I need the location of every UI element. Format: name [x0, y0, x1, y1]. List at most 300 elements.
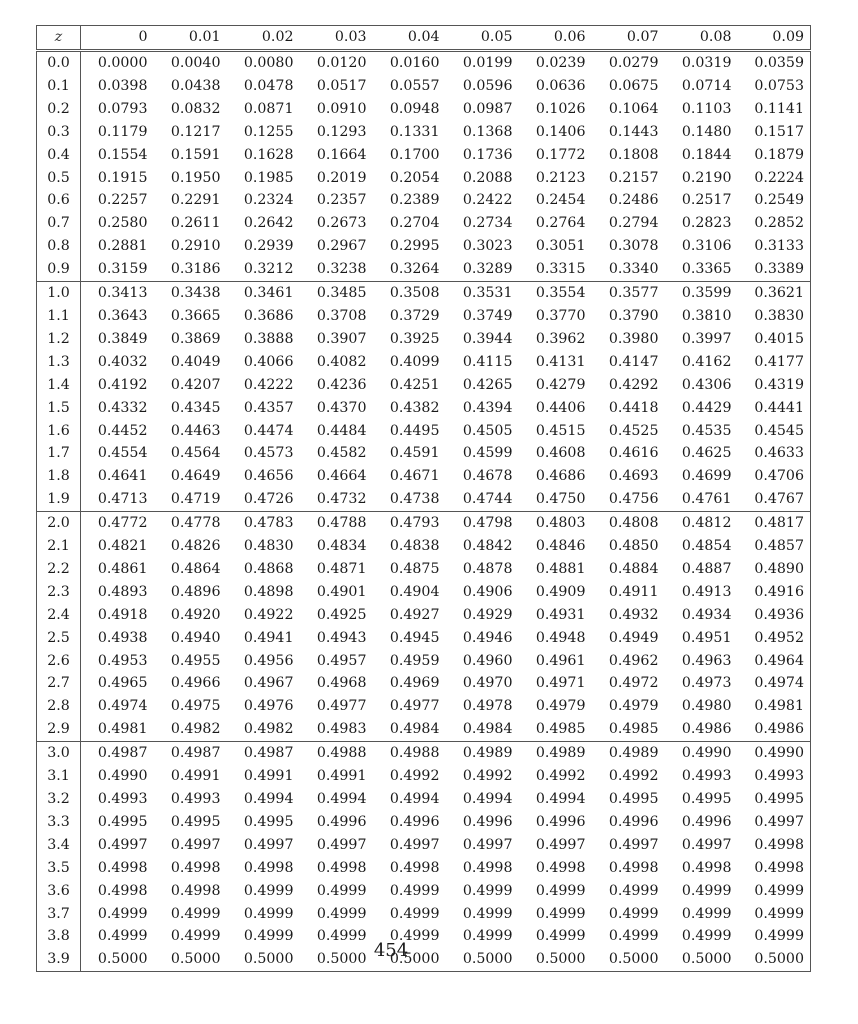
- probability-cell: 0.4999: [316, 928, 367, 945]
- probability-cell: 0.4997: [243, 836, 294, 853]
- probability-cell: 0.0753: [754, 77, 804, 94]
- probability-cell: 0.3810: [681, 307, 732, 324]
- probability-cell: 0.4744: [462, 491, 513, 508]
- z-value-cell: 0.7: [37, 212, 81, 235]
- probability-cell: 0.3023: [462, 238, 513, 255]
- probability-cell: 0.0319: [681, 55, 732, 71]
- probability-cell: 0.4999: [535, 882, 586, 899]
- probability-cell: 0.4082: [316, 353, 367, 370]
- probability-cell: 0.4953: [97, 652, 148, 669]
- probability-cell: 0.4890: [754, 560, 804, 577]
- probability-cell: 0.4999: [243, 905, 294, 922]
- probability-cell: 0.4732: [316, 491, 367, 508]
- probability-cell: 0.4999: [170, 928, 221, 945]
- probability-cell: 0.4998: [97, 859, 148, 876]
- probability-cell: 0.4996: [681, 813, 732, 830]
- probability-cell: 0.0398: [97, 77, 148, 94]
- probability-cell: 0.4147: [608, 353, 659, 370]
- probability-cell: 0.5000: [170, 951, 221, 968]
- probability-cell: 0.0793: [97, 100, 148, 117]
- z-value-cell: 0.0: [37, 51, 81, 75]
- probability-cell: 0.4998: [316, 859, 367, 876]
- probability-cell: 0.4974: [754, 675, 804, 692]
- probability-cell: 0.4812: [665, 512, 738, 535]
- probability-cell: 0.4977: [316, 698, 367, 715]
- table-row: [37, 857, 811, 880]
- table-row: [37, 672, 811, 695]
- probability-cell: 0.4713: [97, 491, 148, 508]
- z-value-cell: 3.1: [37, 765, 81, 788]
- probability-cell: 0.4999: [389, 928, 440, 945]
- probability-cell: 0.4927: [389, 606, 440, 623]
- probability-cell: 0.1700: [389, 146, 440, 163]
- table-row: [37, 558, 811, 581]
- z-value-cell: 1.4: [37, 374, 81, 397]
- probability-cell: 0.0040: [170, 55, 221, 71]
- table-row: [37, 695, 811, 718]
- probability-cell: 0.4868: [243, 560, 294, 577]
- probability-cell: 0.1064: [608, 100, 659, 117]
- probability-cell: 0.4987: [227, 742, 300, 765]
- probability-cell: 0.4854: [681, 538, 732, 555]
- z-value-cell: 1.3: [37, 351, 81, 374]
- probability-cell: 0.1293: [316, 123, 367, 140]
- probability-cell: 0.4988: [300, 742, 373, 765]
- probability-cell: 0.4992: [535, 768, 586, 785]
- probability-cell: 0.3997: [681, 330, 732, 347]
- probability-cell: 0.4992: [462, 768, 513, 785]
- probability-cell: 0.4986: [754, 721, 804, 738]
- probability-cell: 0.4515: [535, 422, 586, 439]
- probability-cell: 0.4719: [170, 491, 221, 508]
- table-row: [37, 189, 811, 212]
- probability-cell: 0.4913: [681, 583, 732, 600]
- probability-cell: 0.4991: [170, 768, 221, 785]
- z-value-cell: 3.0: [37, 742, 81, 765]
- probability-cell: 0.4861: [97, 560, 148, 577]
- probability-cell: 0.4997: [97, 836, 148, 853]
- z-value-cell: 3.3: [37, 811, 81, 834]
- z-value-cell: 3.4: [37, 834, 81, 857]
- probability-cell: 0.2517: [681, 192, 732, 209]
- probability-cell: 0.4920: [170, 606, 221, 623]
- probability-cell: 0.4505: [462, 422, 513, 439]
- probability-cell: 0.3051: [535, 238, 586, 255]
- probability-cell: 0.4887: [681, 560, 732, 577]
- probability-cell: 0.4997: [754, 813, 804, 830]
- probability-cell: 0.4997: [462, 836, 513, 853]
- probability-cell: 0.4162: [681, 353, 732, 370]
- probability-cell: 0.4967: [243, 675, 294, 692]
- probability-cell: 0.4817: [738, 512, 811, 535]
- z-value-cell: 3.7: [37, 903, 81, 926]
- z-value-cell: 0.4: [37, 144, 81, 167]
- probability-cell: 0.4981: [97, 721, 148, 738]
- probability-cell: 0.4993: [170, 791, 221, 807]
- probability-cell: 0.4265: [462, 376, 513, 393]
- probability-cell: 0.2389: [389, 192, 440, 209]
- probability-cell: 0.4979: [608, 698, 659, 715]
- probability-cell: 0.4989: [446, 742, 519, 765]
- probability-cell: 0.4991: [316, 768, 367, 785]
- probability-cell: 0.4995: [754, 791, 804, 807]
- z-value-cell: 1.0: [37, 282, 81, 305]
- probability-cell: 0.5000: [462, 951, 513, 968]
- probability-cell: 0.4987: [154, 742, 227, 765]
- probability-cell: 0.4945: [389, 629, 440, 646]
- probability-cell: 0.0910: [316, 100, 367, 117]
- probability-cell: 0.4925: [316, 606, 367, 623]
- probability-cell: 0.3508: [373, 282, 446, 305]
- probability-cell: 0.4989: [519, 742, 592, 765]
- probability-cell: 0.4984: [389, 721, 440, 738]
- probability-cell: 0.1591: [170, 146, 221, 163]
- probability-cell: 0.2967: [316, 238, 367, 255]
- probability-cell: 0.4641: [97, 468, 148, 485]
- probability-cell: 0.4996: [608, 813, 659, 830]
- probability-cell: 0.4826: [170, 538, 221, 555]
- probability-cell: 0.2704: [389, 215, 440, 232]
- probability-cell: 0.4999: [754, 905, 804, 922]
- probability-cell: 0.4990: [738, 742, 811, 765]
- probability-cell: 0.4608: [535, 445, 586, 462]
- probability-cell: 0.4115: [462, 353, 513, 370]
- probability-cell: 0.4999: [389, 882, 440, 899]
- z-value-cell: 2.8: [37, 695, 81, 718]
- column-header: 0.08: [665, 26, 738, 51]
- probability-cell: 0.4999: [608, 928, 659, 945]
- header-row: [37, 26, 811, 51]
- probability-cell: 0.4999: [170, 905, 221, 922]
- probability-cell: 0.4990: [665, 742, 738, 765]
- table-row: [37, 212, 811, 235]
- z-value-cell: 0.2: [37, 98, 81, 121]
- table-row: [37, 880, 811, 903]
- probability-cell: 0.4279: [535, 376, 586, 393]
- table-row: [37, 374, 811, 397]
- probability-cell: 0.2088: [462, 169, 513, 186]
- probability-cell: 0.4999: [608, 905, 659, 922]
- probability-cell: 0.4995: [681, 791, 732, 807]
- probability-cell: 0.4975: [170, 698, 221, 715]
- probability-cell: 0.4699: [681, 468, 732, 485]
- probability-cell: 0.3729: [389, 307, 440, 324]
- probability-cell: 0.2291: [170, 192, 221, 209]
- probability-cell: 0.4998: [389, 859, 440, 876]
- probability-cell: 0.1406: [535, 123, 586, 140]
- probability-cell: 0.3830: [754, 307, 804, 324]
- probability-cell: 0.4625: [681, 445, 732, 462]
- probability-cell: 0.4706: [754, 468, 804, 485]
- probability-cell: 0.1103: [681, 100, 732, 117]
- probability-cell: 0.4922: [243, 606, 294, 623]
- probability-cell: 0.4099: [389, 353, 440, 370]
- column-header: 0.05: [446, 26, 519, 51]
- probability-cell: 0.4966: [170, 675, 221, 692]
- probability-cell: 0.0675: [608, 77, 659, 94]
- z-value-cell: 3.8: [37, 925, 81, 948]
- probability-cell: 0.1950: [170, 169, 221, 186]
- z-value-cell: 1.7: [37, 442, 81, 465]
- probability-cell: 0.0517: [316, 77, 367, 94]
- probability-cell: 0.4591: [389, 445, 440, 462]
- probability-cell: 0.1985: [243, 169, 294, 186]
- z-value-cell: 2.6: [37, 650, 81, 673]
- probability-cell: 0.4633: [754, 445, 804, 462]
- probability-cell: 0.4999: [681, 928, 732, 945]
- probability-cell: 0.4898: [243, 583, 294, 600]
- probability-cell: 0.3907: [316, 330, 367, 347]
- probability-cell: 0.4554: [97, 445, 148, 462]
- probability-cell: 0.4983: [316, 721, 367, 738]
- probability-cell: 0.3212: [243, 261, 294, 278]
- probability-cell: 0.4032: [97, 353, 148, 370]
- probability-cell: 0.4956: [243, 652, 294, 669]
- probability-cell: 0.2764: [535, 215, 586, 232]
- column-header: 0.03: [300, 26, 373, 51]
- probability-cell: 0.3315: [535, 261, 586, 278]
- probability-cell: 0.4963: [681, 652, 732, 669]
- table-row: [37, 282, 811, 305]
- probability-cell: 0.3849: [97, 330, 148, 347]
- probability-cell: 0.3980: [608, 330, 659, 347]
- probability-cell: 0.4846: [535, 538, 586, 555]
- probability-cell: 0.4974: [97, 698, 148, 715]
- z-value-cell: 0.6: [37, 189, 81, 212]
- probability-cell: 0.2054: [389, 169, 440, 186]
- z-value-cell: 0.3: [37, 121, 81, 144]
- probability-cell: 0.4319: [754, 376, 804, 393]
- table-row: [37, 121, 811, 144]
- column-header: 0.04: [373, 26, 446, 51]
- probability-cell: 0.4999: [243, 882, 294, 899]
- probability-cell: 0.4671: [389, 468, 440, 485]
- probability-cell: 0.2549: [754, 192, 804, 209]
- probability-cell: 0.4207: [170, 376, 221, 393]
- probability-cell: 0.0636: [535, 77, 586, 94]
- probability-cell: 0.4957: [316, 652, 367, 669]
- probability-cell: 0.4545: [754, 422, 804, 439]
- probability-cell: 0.4830: [243, 538, 294, 555]
- probability-cell: 0.2881: [97, 238, 148, 255]
- probability-cell: 0.4989: [592, 742, 665, 765]
- z-value-cell: 2.2: [37, 558, 81, 581]
- probability-cell: 0.3577: [592, 282, 665, 305]
- z-value-cell: 1.1: [37, 305, 81, 328]
- probability-cell: 0.4955: [170, 652, 221, 669]
- probability-cell: 0.4951: [681, 629, 732, 646]
- probability-cell: 0.1808: [608, 146, 659, 163]
- probability-cell: 0.4495: [389, 422, 440, 439]
- probability-cell: 0.1664: [316, 146, 367, 163]
- probability-cell: 0.3599: [665, 282, 738, 305]
- probability-cell: 0.4901: [316, 583, 367, 600]
- table-row: [37, 925, 811, 948]
- probability-cell: 0.4940: [170, 629, 221, 646]
- probability-cell: 0.4999: [462, 905, 513, 922]
- z-value-cell: 2.1: [37, 535, 81, 558]
- table-row: [37, 397, 811, 420]
- probability-cell: 0.3686: [243, 307, 294, 324]
- probability-cell: 0.4525: [608, 422, 659, 439]
- probability-cell: 0.4788: [300, 512, 373, 535]
- probability-cell: 0.4997: [316, 836, 367, 853]
- probability-cell: 0.4664: [316, 468, 367, 485]
- column-header: 0: [81, 26, 154, 51]
- probability-cell: 0.4772: [81, 512, 154, 535]
- probability-cell: 0.4564: [170, 445, 221, 462]
- z-value-cell: 3.5: [37, 857, 81, 880]
- probability-cell: 0.4992: [608, 768, 659, 785]
- table-row: [37, 420, 811, 443]
- probability-cell: 0.4904: [389, 583, 440, 600]
- probability-cell: 0.4980: [681, 698, 732, 715]
- probability-cell: 0.4893: [97, 583, 148, 600]
- probability-cell: 0.1517: [754, 123, 804, 140]
- probability-cell: 0.4949: [608, 629, 659, 646]
- probability-cell: 0.4726: [243, 491, 294, 508]
- probability-cell: 0.2324: [243, 192, 294, 209]
- table-row: [37, 535, 811, 558]
- probability-cell: 0.4292: [608, 376, 659, 393]
- probability-cell: 0.4968: [316, 675, 367, 692]
- probability-cell: 0.4875: [389, 560, 440, 577]
- probability-cell: 0.0438: [170, 77, 221, 94]
- probability-cell: 0.2190: [681, 169, 732, 186]
- probability-cell: 0.4995: [608, 791, 659, 807]
- probability-cell: 0.4357: [243, 399, 294, 416]
- probability-cell: 0.2939: [243, 238, 294, 255]
- probability-cell: 0.4987: [81, 742, 154, 765]
- probability-cell: 0.2454: [535, 192, 586, 209]
- z-value-cell: 1.9: [37, 488, 81, 511]
- z-value-cell: 2.0: [37, 512, 81, 535]
- probability-cell: 0.2794: [608, 215, 659, 232]
- probability-cell: 0.3621: [738, 282, 811, 305]
- probability-cell: 0.3770: [535, 307, 586, 324]
- probability-cell: 0.0714: [681, 77, 732, 94]
- probability-cell: 0.4960: [462, 652, 513, 669]
- probability-cell: 0.4838: [389, 538, 440, 555]
- z-value-cell: 0.8: [37, 235, 81, 258]
- probability-cell: 0.0557: [389, 77, 440, 94]
- probability-cell: 0.4931: [535, 606, 586, 623]
- probability-cell: 0.1368: [462, 123, 513, 140]
- probability-cell: 0.4999: [608, 882, 659, 899]
- probability-cell: 0.3708: [316, 307, 367, 324]
- probability-cell: 0.4999: [316, 905, 367, 922]
- probability-cell: 0.4871: [316, 560, 367, 577]
- probability-cell: 0.0987: [462, 100, 513, 117]
- table-row: [37, 788, 811, 811]
- probability-cell: 0.4932: [608, 606, 659, 623]
- table-row: [37, 235, 811, 258]
- z-value-cell: 2.9: [37, 718, 81, 741]
- probability-cell: 0.3264: [389, 261, 440, 278]
- probability-cell: 0.0478: [243, 77, 294, 94]
- z-value-cell: 3.6: [37, 880, 81, 903]
- probability-cell: 0.0359: [754, 55, 804, 71]
- z-table-page: [36, 25, 810, 972]
- z-value-cell: 3.2: [37, 788, 81, 811]
- probability-cell: 0.4965: [97, 675, 148, 692]
- z-value-cell: 2.7: [37, 672, 81, 695]
- page-number: 454: [373, 940, 409, 961]
- probability-cell: 0.3643: [97, 307, 148, 324]
- probability-cell: 0.4896: [170, 583, 221, 600]
- probability-cell: 0.4999: [97, 928, 148, 945]
- probability-cell: 0.4616: [608, 445, 659, 462]
- probability-cell: 0.0000: [97, 55, 148, 71]
- table-row: [37, 948, 811, 971]
- probability-cell: 0.0832: [170, 100, 221, 117]
- probability-cell: 0.4131: [535, 353, 586, 370]
- probability-cell: 0.2823: [681, 215, 732, 232]
- probability-cell: 0.4649: [170, 468, 221, 485]
- probability-cell: 0.0596: [462, 77, 513, 94]
- probability-cell: 0.3531: [446, 282, 519, 305]
- table-row: [37, 718, 811, 741]
- probability-cell: 0.4978: [462, 698, 513, 715]
- z-value-cell: 1.5: [37, 397, 81, 420]
- probability-cell: 0.3554: [519, 282, 592, 305]
- probability-cell: 0.4906: [462, 583, 513, 600]
- probability-cell: 0.4857: [754, 538, 804, 555]
- probability-cell: 0.5000: [681, 951, 732, 968]
- probability-cell: 0.4808: [592, 512, 665, 535]
- probability-cell: 0.4999: [243, 928, 294, 945]
- probability-cell: 0.4982: [170, 721, 221, 738]
- probability-cell: 0.3133: [754, 238, 804, 255]
- probability-cell: 0.4973: [681, 675, 732, 692]
- table-row: [37, 351, 811, 374]
- probability-cell: 0.4406: [535, 399, 586, 416]
- z-value-cell: 0.1: [37, 75, 81, 98]
- column-header: 0.02: [227, 26, 300, 51]
- probability-cell: 0.4961: [535, 652, 586, 669]
- column-header: 0.09: [738, 26, 811, 51]
- probability-cell: 0.2224: [754, 169, 804, 186]
- probability-cell: 0.3461: [227, 282, 300, 305]
- probability-cell: 0.4998: [608, 859, 659, 876]
- column-header: 0.06: [519, 26, 592, 51]
- probability-cell: 0.0199: [462, 55, 513, 71]
- probability-cell: 0.5000: [316, 951, 367, 968]
- probability-cell: 0.4998: [681, 859, 732, 876]
- probability-cell: 0.2910: [170, 238, 221, 255]
- probability-cell: 0.4998: [97, 882, 148, 899]
- probability-cell: 0.0948: [389, 100, 440, 117]
- probability-cell: 0.4881: [535, 560, 586, 577]
- probability-cell: 0.4999: [316, 882, 367, 899]
- probability-cell: 0.3289: [462, 261, 513, 278]
- table-row: [37, 442, 811, 465]
- probability-cell: 0.0120: [316, 55, 367, 71]
- probability-cell: 0.3749: [462, 307, 513, 324]
- probability-cell: 0.4484: [316, 422, 367, 439]
- table-row: [37, 465, 811, 488]
- probability-cell: 0.5000: [608, 951, 659, 968]
- probability-cell: 0.4994: [389, 791, 440, 807]
- probability-cell: 0.4962: [608, 652, 659, 669]
- probability-cell: 0.3485: [300, 282, 373, 305]
- probability-cell: 0.3925: [389, 330, 440, 347]
- probability-cell: 0.3238: [316, 261, 367, 278]
- probability-cell: 0.0279: [608, 55, 659, 71]
- probability-cell: 0.1141: [754, 100, 804, 117]
- probability-cell: 0.3413: [81, 282, 154, 305]
- table-body: [37, 51, 811, 972]
